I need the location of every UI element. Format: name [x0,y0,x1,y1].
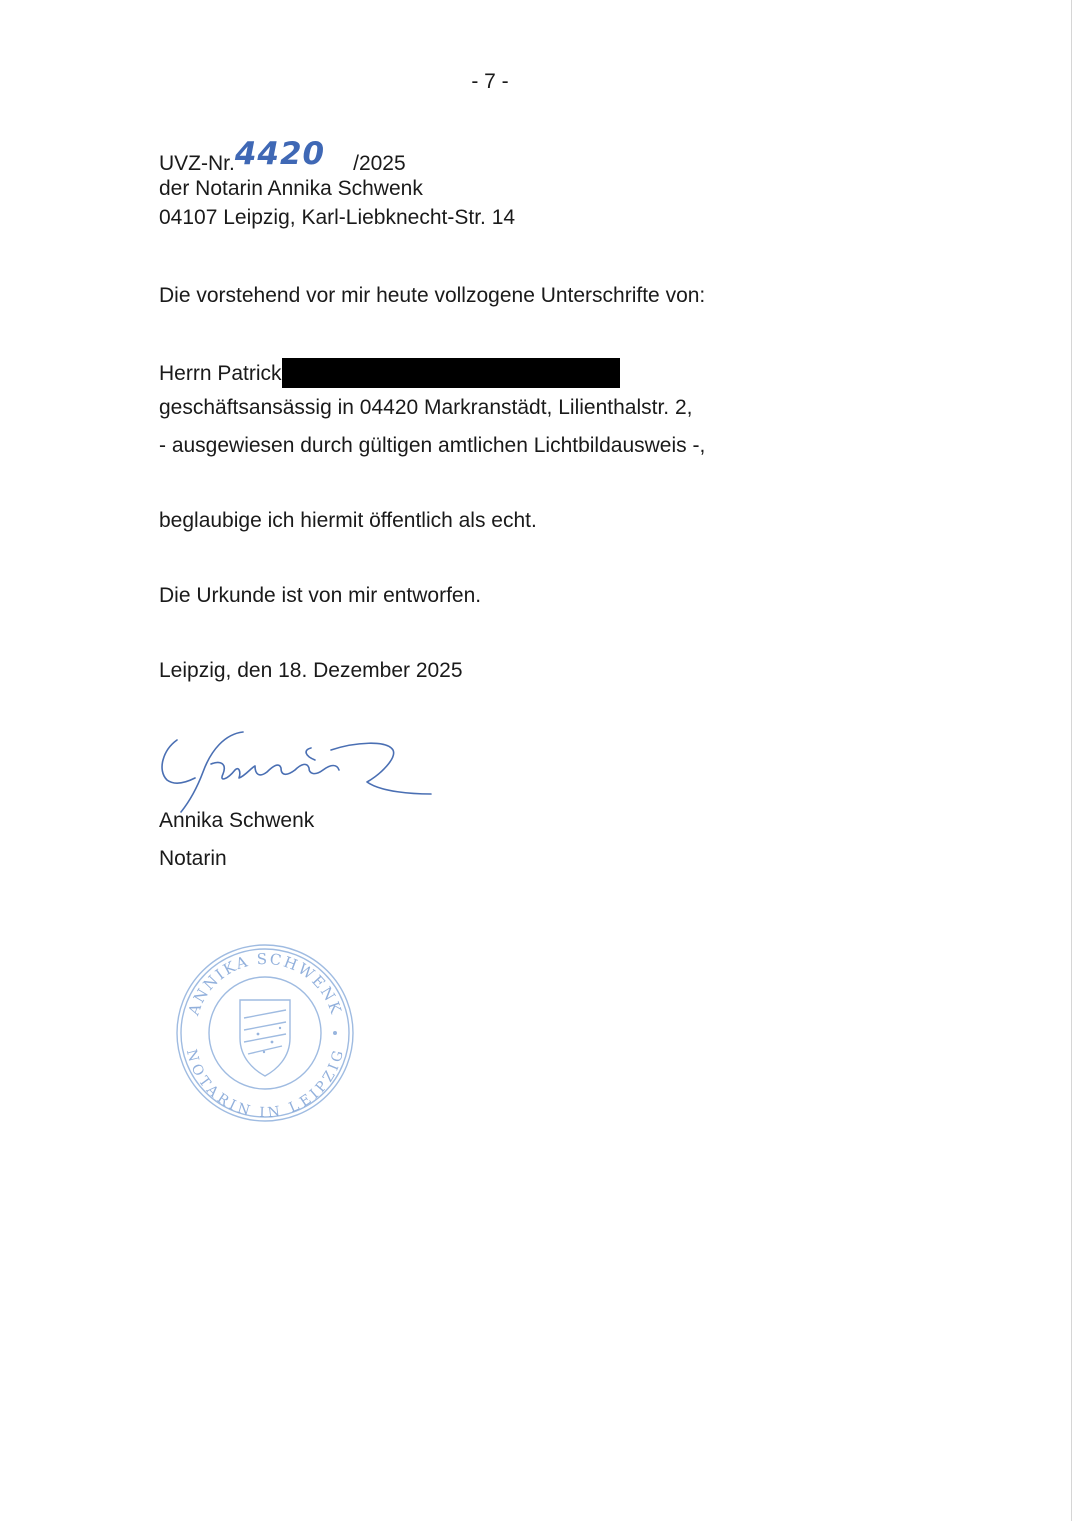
intro-text: Die vorstehend vor mir heute vollzogene Unterschrifte von: [159,284,706,307]
seal-bottom-text: NOTARIN IN LEIPZIG [182,1047,348,1122]
person-name: Herrn Patrick [159,362,282,385]
drafted-by-text: Die Urkunde ist von mir entworfen. [159,584,482,607]
uvz-prefix: UVZ-Nr. [159,152,235,175]
certification-text: beglaubige ich hiermit öffentlich als echt. [159,509,537,532]
seal-top-text: ANNIKA SCHWENK [184,949,346,1018]
business-address: geschäftsansässig in 04420 Markranstädt, Lilienthalstr. 2, [159,396,693,419]
notary-address: 04107 Leipzig, Karl-Liebknecht-Str. 14 [159,206,516,229]
identification-text: - ausgewiesen durch gültigen amtlichen Lichtbildausweis -, [159,434,706,457]
signer-title: Notarin [159,847,227,870]
page-number: - 7 - [471,70,509,93]
svg-text:NOTARIN IN LEIPZIG [183,1048,347,1121]
person-line [159,358,620,388]
place-date: Leipzig, den 18. Dezember 2025 [159,659,463,682]
page-edge [1071,0,1072,1521]
uvz-year: /2025 [353,152,406,175]
uvz-number-handwritten: 4420 [234,136,326,172]
redaction-bar [282,358,620,388]
svg-text:ANNIKA SCHWENK [184,950,345,1019]
uvz-line [159,136,406,176]
signer-name: Annika Schwenk [159,809,315,832]
official-seal-stamp [170,938,360,1128]
notary-line: der Notarin Annika Schwenk [159,177,423,200]
